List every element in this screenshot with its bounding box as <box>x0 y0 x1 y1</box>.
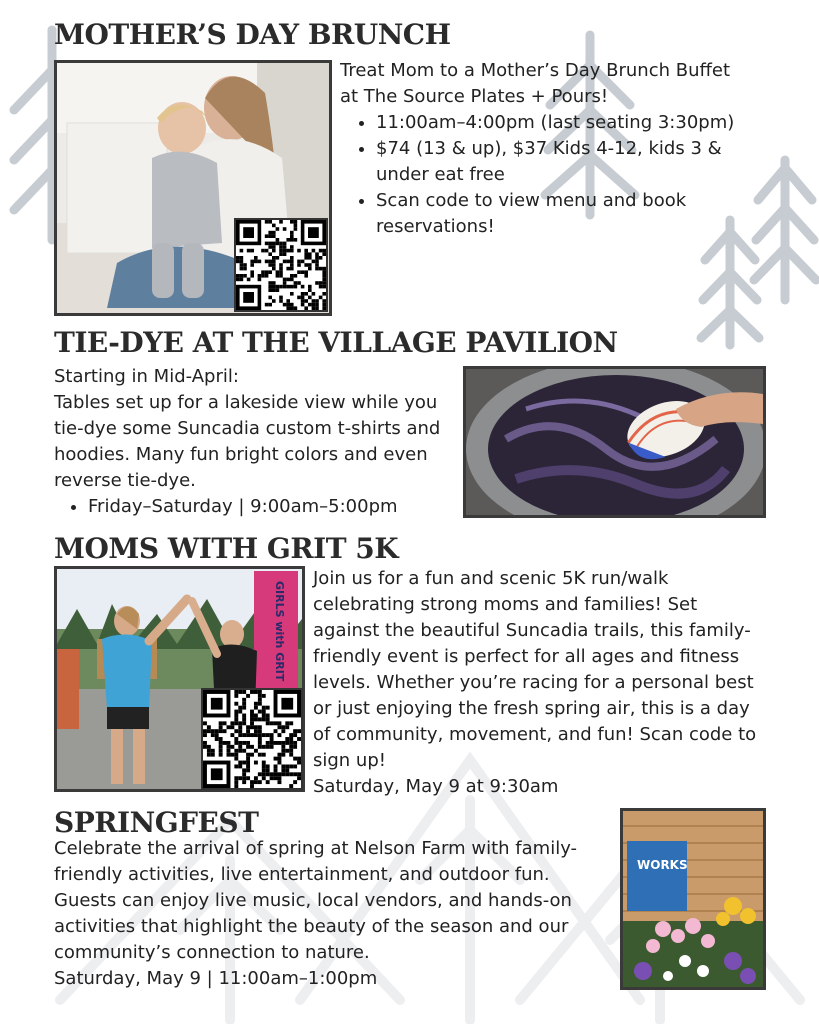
springfest-heading: SPRINGFEST <box>54 806 259 839</box>
grit-heading: MOMS WITH GRIT 5K <box>54 532 399 565</box>
brunch-bullet-reservations: • Scan code to view menu and book reservations! <box>376 188 750 240</box>
springfest-date: Saturday, May 9 | 11:00am–1:00pm <box>54 968 378 989</box>
tiedye-bullet-list <box>68 494 446 520</box>
brunch-bullet-list <box>356 110 750 240</box>
brunch-heading: MOTHER’S DAY BRUNCH <box>54 18 451 51</box>
tiedye-start-date: Starting in Mid-April: <box>54 366 239 387</box>
springfest-flowers-photo <box>620 808 766 990</box>
tiedye-photo <box>463 366 766 518</box>
springfest-description: Celebrate the arrival of spring at Nelson Farm with family-friendly activities, live entertainment, and outdoor fun. Guests can enjoy live music, local vendors, and hands-on activities that highlight the beauty of the season and our community’s connection to nature. <box>54 838 578 963</box>
grit-date: Saturday, May 9 at 9:30am <box>313 776 559 797</box>
grit-qr-code[interactable] <box>201 688 303 790</box>
grit-description: Join us for a fun and scenic 5K run/walk celebrating strong moms and families! Set against the beautiful Suncadia trails, this family-friendly event is perfect for all ages and fitness levels. Whether you’re racing for a personal best or just enjoying the fresh spring air, this is a day of community, movement, and fun! Scan code to sign up! <box>313 568 757 771</box>
brunch-bullet-hours: • 11:00am–4:00pm (last seating 3:30pm) <box>376 110 750 136</box>
tiedye-text-block <box>54 364 446 520</box>
brunch-qr-code[interactable] <box>234 218 328 312</box>
springfest-text-block <box>54 836 614 992</box>
brunch-bullet-prices: • $74 (13 & up), $37 Kids 4-12, kids 3 & under eat free <box>376 136 750 188</box>
brunch-intro: Treat Mom to a Mother’s Day Brunch Buffet at The Source Plates + Pours! <box>340 60 731 107</box>
springfest-sign-text: WORKS <box>637 858 688 872</box>
grit-text-block <box>313 566 765 800</box>
tiedye-heading: TIE-DYE AT THE VILLAGE PAVILION <box>54 326 618 359</box>
grit-banner-text: GIRLS with GRIT <box>273 581 286 682</box>
brunch-text-block <box>340 58 750 240</box>
tiedye-description: Tables set up for a lakeside view while you tie-dye some Suncadia custom t-shirts and hoodies. Many fun bright colors and even reverse tie-dye. <box>54 392 441 491</box>
tiedye-bullet-hours: • Friday–Saturday | 9:00am–5:00pm <box>88 494 446 520</box>
